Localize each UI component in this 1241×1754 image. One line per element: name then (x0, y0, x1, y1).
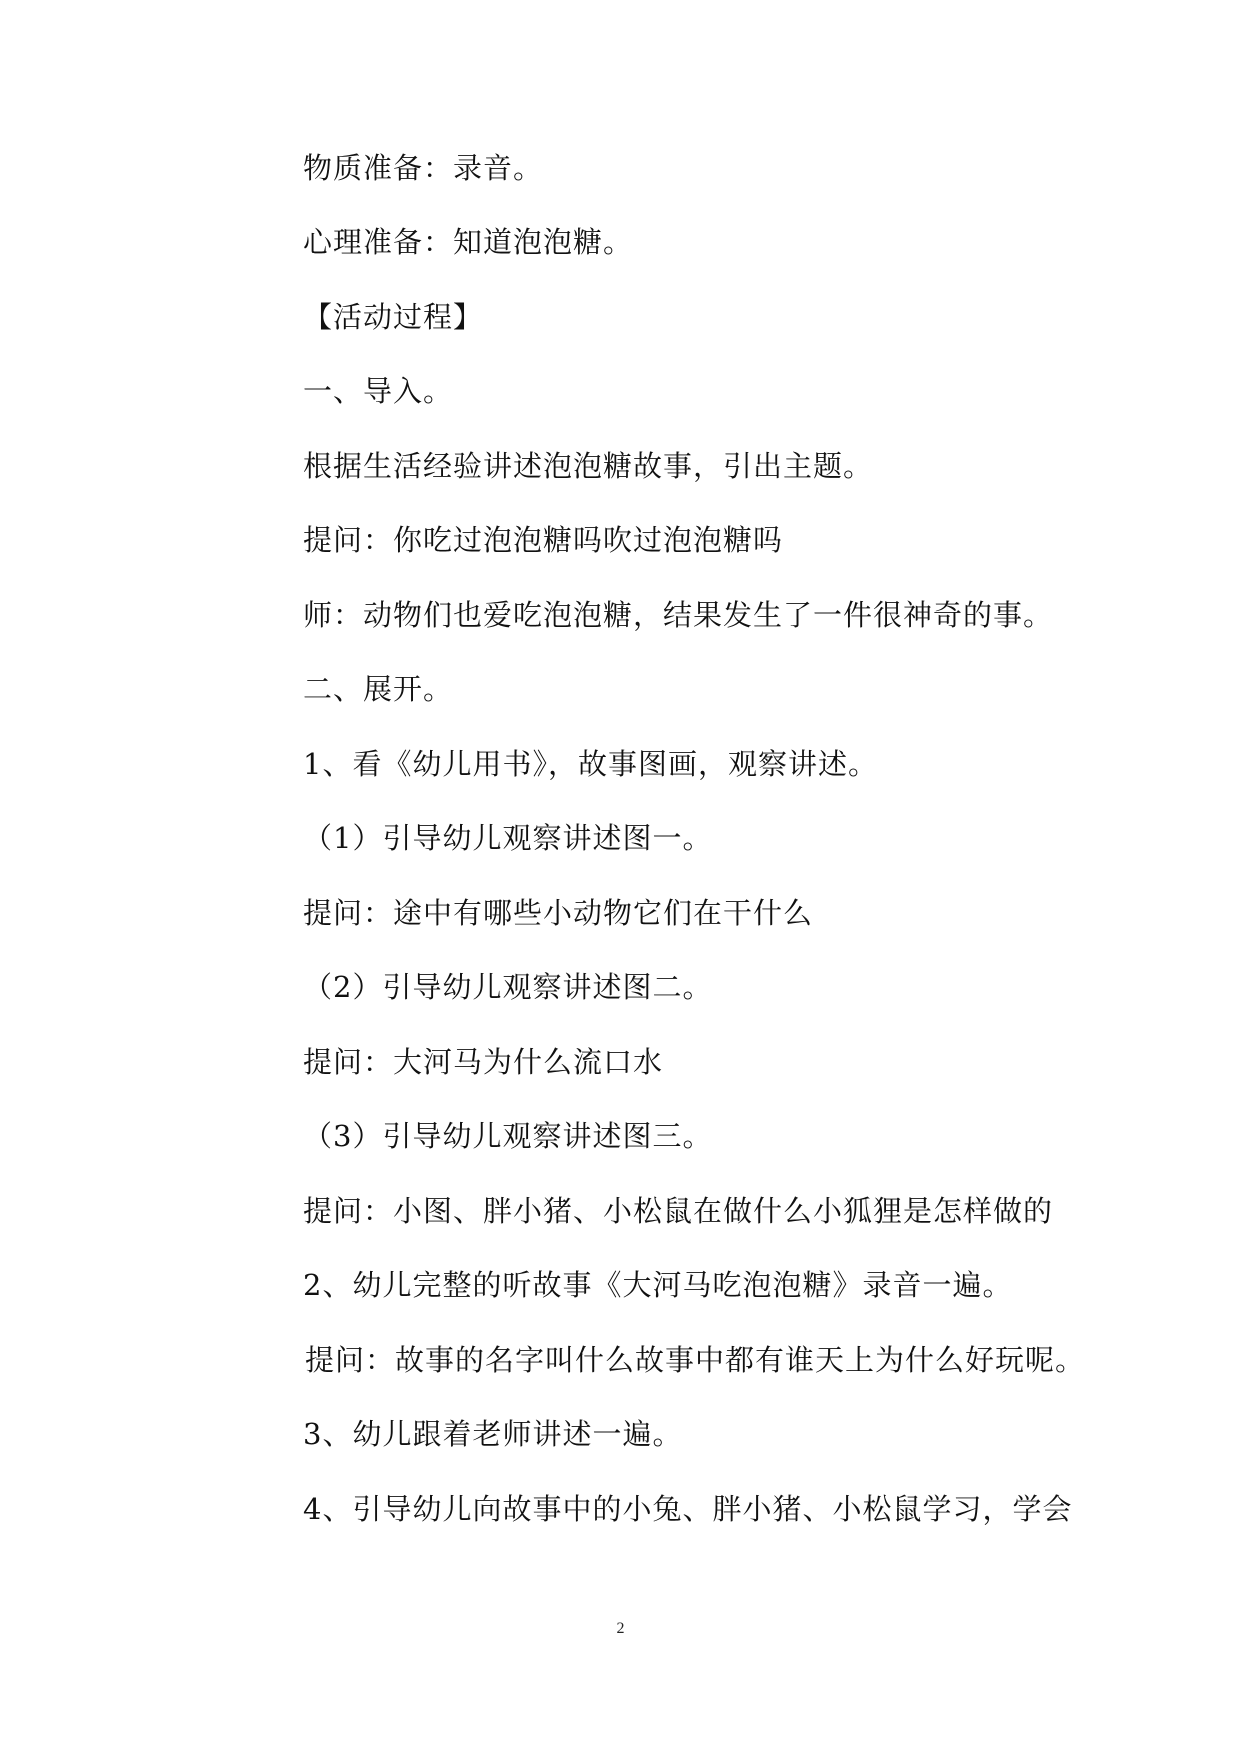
teacher-line: 师：动物们也爱吃泡泡糖，结果发生了一件很神奇的事。 (303, 598, 1054, 632)
heading-introduction: 一、导入。 (303, 374, 454, 408)
sub-step-1: （1）引导幼儿观察讲述图一。 (303, 821, 713, 855)
section-heading-activity-process: 【活动过程】 (303, 300, 484, 334)
question-line: 提问：大河马为什么流口水 (303, 1045, 664, 1079)
page-number: 2 (616, 1620, 625, 1637)
text-line: 根据生活经验讲述泡泡糖故事，引出主题。 (303, 449, 874, 483)
text-line-mental-prep: 心理准备：知道泡泡糖。 (303, 225, 634, 259)
question-line: 提问：小图、胖小猪、小松鼠在做什么小狐狸是怎样做的 (303, 1194, 1054, 1228)
text-line-materials: 物质准备：录音。 (303, 151, 544, 185)
question-line: 提问：故事的名字叫什么故事中都有谁天上为什么好玩呢。 (305, 1343, 1086, 1377)
step-3: 3、幼儿跟着老师讲述一遍。 (303, 1417, 683, 1451)
question-line: 提问：你吃过泡泡糖吗吹过泡泡糖吗 (303, 523, 784, 557)
question-line: 提问：途中有哪些小动物它们在干什么 (303, 896, 814, 930)
sub-step-2: （2）引导幼儿观察讲述图二。 (303, 970, 713, 1004)
step-1: 1、看《幼儿用书》，故事图画，观察讲述。 (303, 747, 878, 781)
sub-step-3: （3）引导幼儿观察讲述图三。 (303, 1119, 713, 1153)
heading-development: 二、展开。 (303, 672, 454, 706)
step-4: 4、引导幼儿向故事中的小兔、胖小猪、小松鼠学习，学会 (303, 1492, 1073, 1526)
step-2: 2、幼儿完整的听故事《大河马吃泡泡糖》录音一遍。 (303, 1268, 1013, 1302)
